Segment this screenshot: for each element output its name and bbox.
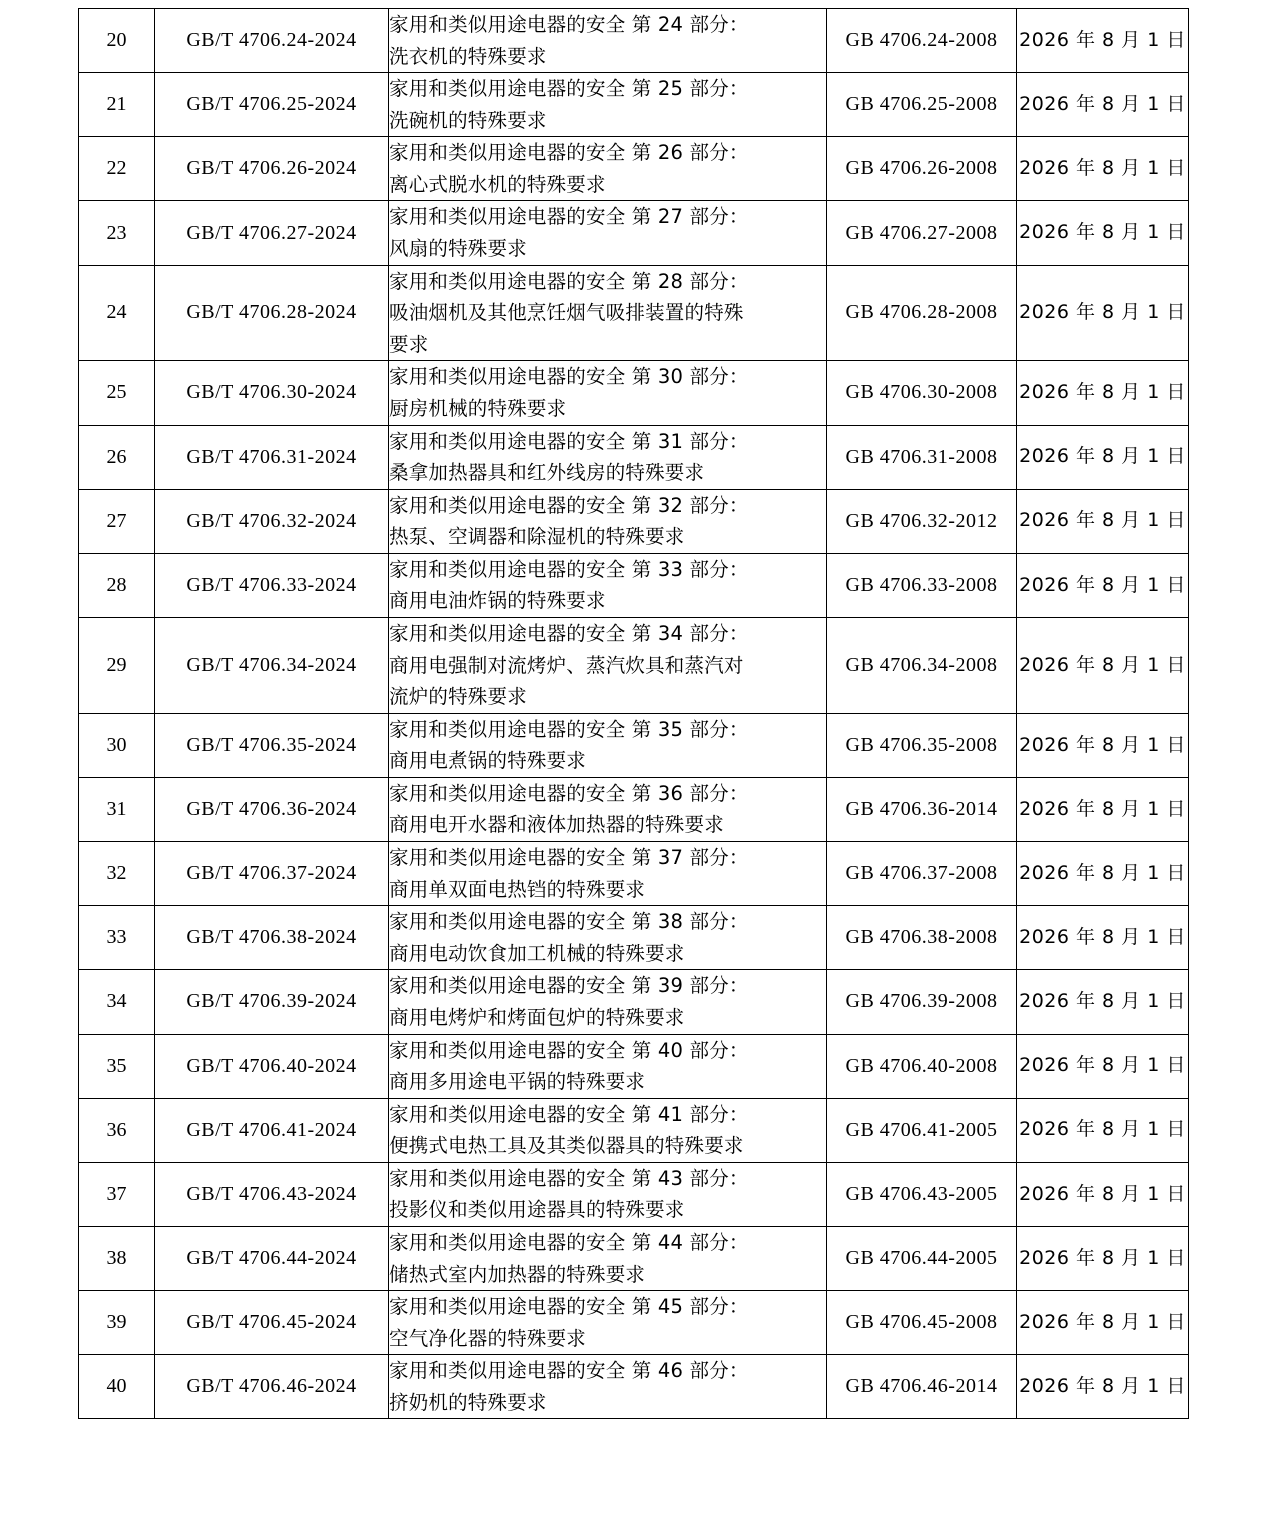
cell-standard-code: GB/T 4706.25-2024 xyxy=(155,73,389,137)
cell-serial-number: 30 xyxy=(79,713,155,777)
standard-name-line: 家用和类似用途电器的安全 第 46 部分： xyxy=(389,1359,749,1383)
cell-serial-number: 26 xyxy=(79,425,155,489)
cell-standard-name xyxy=(389,777,827,841)
cell-standard-name xyxy=(389,842,827,906)
cell-replaced-standard: GB 4706.40-2008 xyxy=(827,1034,1017,1098)
cell-standard-name xyxy=(389,1098,827,1162)
cell-effective-date: 2026 年 8 月 1 日 xyxy=(1017,777,1189,841)
standard-name-line: 家用和类似用途电器的安全 第 35 部分： xyxy=(389,717,749,741)
cell-effective-date: 2026 年 8 月 1 日 xyxy=(1017,425,1189,489)
standard-name-line: 储热式室内加热器的特殊要求 xyxy=(389,1262,646,1286)
table-row xyxy=(79,361,1189,425)
standard-name-line: 挤奶机的特殊要求 xyxy=(389,1390,547,1414)
cell-replaced-standard: GB 4706.38-2008 xyxy=(827,906,1017,970)
cell-effective-date: 2026 年 8 月 1 日 xyxy=(1017,970,1189,1034)
cell-replaced-standard: GB 4706.34-2008 xyxy=(827,617,1017,713)
cell-standard-name xyxy=(389,713,827,777)
table-row xyxy=(79,489,1189,553)
cell-serial-number: 29 xyxy=(79,617,155,713)
cell-replaced-standard: GB 4706.35-2008 xyxy=(827,713,1017,777)
standard-name-line: 商用电煮锅的特殊要求 xyxy=(389,749,587,773)
standard-name-line: 家用和类似用途电器的安全 第 38 部分： xyxy=(389,910,749,934)
table-row xyxy=(79,1162,1189,1226)
cell-standard-name xyxy=(389,1162,827,1226)
cell-standard-name xyxy=(389,265,827,361)
cell-serial-number: 33 xyxy=(79,906,155,970)
cell-replaced-standard: GB 4706.37-2008 xyxy=(827,842,1017,906)
table-row xyxy=(79,1226,1189,1290)
standards-table xyxy=(78,8,1189,1419)
standard-name-line: 家用和类似用途电器的安全 第 41 部分： xyxy=(389,1102,749,1126)
standard-name-line: 家用和类似用途电器的安全 第 24 部分： xyxy=(389,13,749,36)
cell-effective-date: 2026 年 8 月 1 日 xyxy=(1017,713,1189,777)
standard-name-line: 离心式脱水机的特殊要求 xyxy=(389,172,606,196)
table-row xyxy=(79,617,1189,713)
cell-serial-number: 22 xyxy=(79,137,155,201)
cell-effective-date: 2026 年 8 月 1 日 xyxy=(1017,73,1189,137)
cell-serial-number: 31 xyxy=(79,777,155,841)
standard-name-line: 家用和类似用途电器的安全 第 25 部分： xyxy=(389,77,749,101)
table-row xyxy=(79,777,1189,841)
cell-standard-name xyxy=(389,137,827,201)
standard-name-line: 家用和类似用途电器的安全 第 39 部分： xyxy=(389,974,749,998)
standard-name-line: 家用和类似用途电器的安全 第 33 部分： xyxy=(389,557,749,581)
table-row xyxy=(79,1034,1189,1098)
cell-effective-date: 2026 年 8 月 1 日 xyxy=(1017,1162,1189,1226)
cell-replaced-standard: GB 4706.31-2008 xyxy=(827,425,1017,489)
standard-name-line: 商用电强制对流烤炉、蒸汽炊具和蒸汽对 xyxy=(389,653,744,677)
cell-standard-code: GB/T 4706.33-2024 xyxy=(155,553,389,617)
standard-name-line: 商用电烤炉和烤面包炉的特殊要求 xyxy=(389,1005,685,1029)
standard-name-line: 家用和类似用途电器的安全 第 27 部分： xyxy=(389,205,749,229)
standard-name-line: 洗碗机的特殊要求 xyxy=(389,108,547,132)
cell-standard-code: GB/T 4706.40-2024 xyxy=(155,1034,389,1098)
standards-table-body xyxy=(79,9,1189,1419)
table-row xyxy=(79,1098,1189,1162)
cell-standard-code: GB/T 4706.28-2024 xyxy=(155,265,389,361)
cell-replaced-standard: GB 4706.27-2008 xyxy=(827,201,1017,265)
cell-replaced-standard: GB 4706.32-2012 xyxy=(827,489,1017,553)
cell-standard-name xyxy=(389,970,827,1034)
table-row xyxy=(79,970,1189,1034)
table-row xyxy=(79,906,1189,970)
cell-serial-number: 35 xyxy=(79,1034,155,1098)
cell-serial-number: 37 xyxy=(79,1162,155,1226)
cell-standard-code: GB/T 4706.44-2024 xyxy=(155,1226,389,1290)
standard-name-line: 家用和类似用途电器的安全 第 28 部分： xyxy=(389,269,749,293)
cell-standard-name xyxy=(389,489,827,553)
cell-effective-date: 2026 年 8 月 1 日 xyxy=(1017,1098,1189,1162)
table-row xyxy=(79,265,1189,361)
cell-standard-code: GB/T 4706.38-2024 xyxy=(155,906,389,970)
standard-name-line: 投影仪和类似用途器具的特殊要求 xyxy=(389,1198,685,1222)
cell-effective-date: 2026 年 8 月 1 日 xyxy=(1017,489,1189,553)
table-row xyxy=(79,201,1189,265)
standard-name-line: 风扇的特殊要求 xyxy=(389,237,527,261)
standard-name-line: 空气净化器的特殊要求 xyxy=(389,1326,587,1350)
cell-standard-code: GB/T 4706.36-2024 xyxy=(155,777,389,841)
cell-standard-code: GB/T 4706.46-2024 xyxy=(155,1355,389,1419)
standard-name-line: 家用和类似用途电器的安全 第 36 部分： xyxy=(389,781,749,805)
cell-standard-name xyxy=(389,906,827,970)
cell-effective-date: 2026 年 8 月 1 日 xyxy=(1017,1355,1189,1419)
standard-name-line: 家用和类似用途电器的安全 第 30 部分： xyxy=(389,365,749,389)
cell-standard-name xyxy=(389,617,827,713)
table-row xyxy=(79,1355,1189,1419)
cell-serial-number: 20 xyxy=(79,9,155,73)
standard-name-line: 吸油烟机及其他烹饪烟气吸排装置的特殊 xyxy=(389,301,744,325)
cell-replaced-standard: GB 4706.36-2014 xyxy=(827,777,1017,841)
cell-effective-date: 2026 年 8 月 1 日 xyxy=(1017,361,1189,425)
table-row xyxy=(79,1291,1189,1355)
cell-standard-name xyxy=(389,553,827,617)
cell-standard-name xyxy=(389,361,827,425)
cell-standard-code: GB/T 4706.45-2024 xyxy=(155,1291,389,1355)
cell-effective-date: 2026 年 8 月 1 日 xyxy=(1017,617,1189,713)
cell-serial-number: 32 xyxy=(79,842,155,906)
cell-serial-number: 36 xyxy=(79,1098,155,1162)
cell-standard-code: GB/T 4706.32-2024 xyxy=(155,489,389,553)
table-row xyxy=(79,425,1189,489)
cell-replaced-standard: GB 4706.39-2008 xyxy=(827,970,1017,1034)
standard-name-line: 商用单双面电热铛的特殊要求 xyxy=(389,877,646,901)
table-row xyxy=(79,553,1189,617)
cell-effective-date: 2026 年 8 月 1 日 xyxy=(1017,1291,1189,1355)
cell-effective-date: 2026 年 8 月 1 日 xyxy=(1017,137,1189,201)
cell-standard-name xyxy=(389,1226,827,1290)
cell-effective-date: 2026 年 8 月 1 日 xyxy=(1017,1226,1189,1290)
cell-standard-code: GB/T 4706.35-2024 xyxy=(155,713,389,777)
cell-standard-name xyxy=(389,1034,827,1098)
standard-name-line: 家用和类似用途电器的安全 第 40 部分： xyxy=(389,1038,749,1062)
standard-name-line: 便携式电热工具及其类似器具的特殊要求 xyxy=(389,1134,744,1158)
cell-effective-date: 2026 年 8 月 1 日 xyxy=(1017,553,1189,617)
cell-serial-number: 34 xyxy=(79,970,155,1034)
table-row xyxy=(79,9,1189,73)
cell-standard-code: GB/T 4706.26-2024 xyxy=(155,137,389,201)
standard-name-line: 家用和类似用途电器的安全 第 44 部分： xyxy=(389,1230,749,1254)
cell-standard-name xyxy=(389,1291,827,1355)
table-row xyxy=(79,713,1189,777)
standard-name-line: 流炉的特殊要求 xyxy=(389,685,527,709)
cell-serial-number: 25 xyxy=(79,361,155,425)
standard-name-line: 商用电动饮食加工机械的特殊要求 xyxy=(389,941,685,965)
standard-name-line: 家用和类似用途电器的安全 第 37 部分： xyxy=(389,846,749,870)
cell-standard-code: GB/T 4706.43-2024 xyxy=(155,1162,389,1226)
standard-name-line: 家用和类似用途电器的安全 第 32 部分： xyxy=(389,493,749,517)
cell-serial-number: 28 xyxy=(79,553,155,617)
cell-standard-code: GB/T 4706.30-2024 xyxy=(155,361,389,425)
cell-replaced-standard: GB 4706.28-2008 xyxy=(827,265,1017,361)
cell-serial-number: 23 xyxy=(79,201,155,265)
cell-standard-name xyxy=(389,9,827,73)
cell-standard-code: GB/T 4706.27-2024 xyxy=(155,201,389,265)
cell-standard-code: GB/T 4706.34-2024 xyxy=(155,617,389,713)
standard-name-line: 家用和类似用途电器的安全 第 34 部分： xyxy=(389,621,749,645)
standard-name-line: 家用和类似用途电器的安全 第 43 部分： xyxy=(389,1166,749,1190)
standard-name-line: 家用和类似用途电器的安全 第 31 部分： xyxy=(389,429,749,453)
standard-name-line: 热泵、空调器和除湿机的特殊要求 xyxy=(389,525,685,549)
cell-serial-number: 40 xyxy=(79,1355,155,1419)
cell-effective-date: 2026 年 8 月 1 日 xyxy=(1017,842,1189,906)
cell-standard-name xyxy=(389,1355,827,1419)
cell-effective-date: 2026 年 8 月 1 日 xyxy=(1017,906,1189,970)
cell-effective-date: 2026 年 8 月 1 日 xyxy=(1017,201,1189,265)
standard-name-line: 商用电开水器和液体加热器的特殊要求 xyxy=(389,813,724,837)
cell-effective-date: 2026 年 8 月 1 日 xyxy=(1017,265,1189,361)
standard-name-line: 商用多用途电平锅的特殊要求 xyxy=(389,1070,646,1094)
cell-standard-code: GB/T 4706.41-2024 xyxy=(155,1098,389,1162)
standard-name-line: 厨房机械的特殊要求 xyxy=(389,396,567,420)
cell-replaced-standard: GB 4706.26-2008 xyxy=(827,137,1017,201)
cell-replaced-standard: GB 4706.46-2014 xyxy=(827,1355,1017,1419)
cell-replaced-standard: GB 4706.33-2008 xyxy=(827,553,1017,617)
cell-replaced-standard: GB 4706.44-2005 xyxy=(827,1226,1017,1290)
cell-serial-number: 39 xyxy=(79,1291,155,1355)
table-row xyxy=(79,137,1189,201)
cell-standard-name xyxy=(389,73,827,137)
table-row xyxy=(79,73,1189,137)
cell-standard-code: GB/T 4706.24-2024 xyxy=(155,9,389,73)
cell-standard-code: GB/T 4706.39-2024 xyxy=(155,970,389,1034)
cell-replaced-standard: GB 4706.30-2008 xyxy=(827,361,1017,425)
standard-name-line: 商用电油炸锅的特殊要求 xyxy=(389,589,606,613)
cell-standard-name xyxy=(389,425,827,489)
standard-name-line: 家用和类似用途电器的安全 第 45 部分： xyxy=(389,1295,749,1319)
cell-serial-number: 24 xyxy=(79,265,155,361)
cell-effective-date: 2026 年 8 月 1 日 xyxy=(1017,9,1189,73)
standard-name-line: 要求 xyxy=(389,332,429,356)
cell-replaced-standard: GB 4706.43-2005 xyxy=(827,1162,1017,1226)
cell-serial-number: 21 xyxy=(79,73,155,137)
cell-replaced-standard: GB 4706.24-2008 xyxy=(827,9,1017,73)
document-page xyxy=(0,8,1280,1513)
cell-replaced-standard: GB 4706.45-2008 xyxy=(827,1291,1017,1355)
cell-serial-number: 27 xyxy=(79,489,155,553)
standard-name-line: 家用和类似用途电器的安全 第 26 部分： xyxy=(389,141,749,165)
cell-effective-date: 2026 年 8 月 1 日 xyxy=(1017,1034,1189,1098)
table-row xyxy=(79,842,1189,906)
cell-standard-name xyxy=(389,201,827,265)
cell-serial-number: 38 xyxy=(79,1226,155,1290)
cell-standard-code: GB/T 4706.31-2024 xyxy=(155,425,389,489)
cell-replaced-standard: GB 4706.25-2008 xyxy=(827,73,1017,137)
cell-replaced-standard: GB 4706.41-2005 xyxy=(827,1098,1017,1162)
standard-name-line: 桑拿加热器具和红外线房的特殊要求 xyxy=(389,461,705,485)
cell-standard-code: GB/T 4706.37-2024 xyxy=(155,842,389,906)
standard-name-line: 洗衣机的特殊要求 xyxy=(389,44,547,68)
